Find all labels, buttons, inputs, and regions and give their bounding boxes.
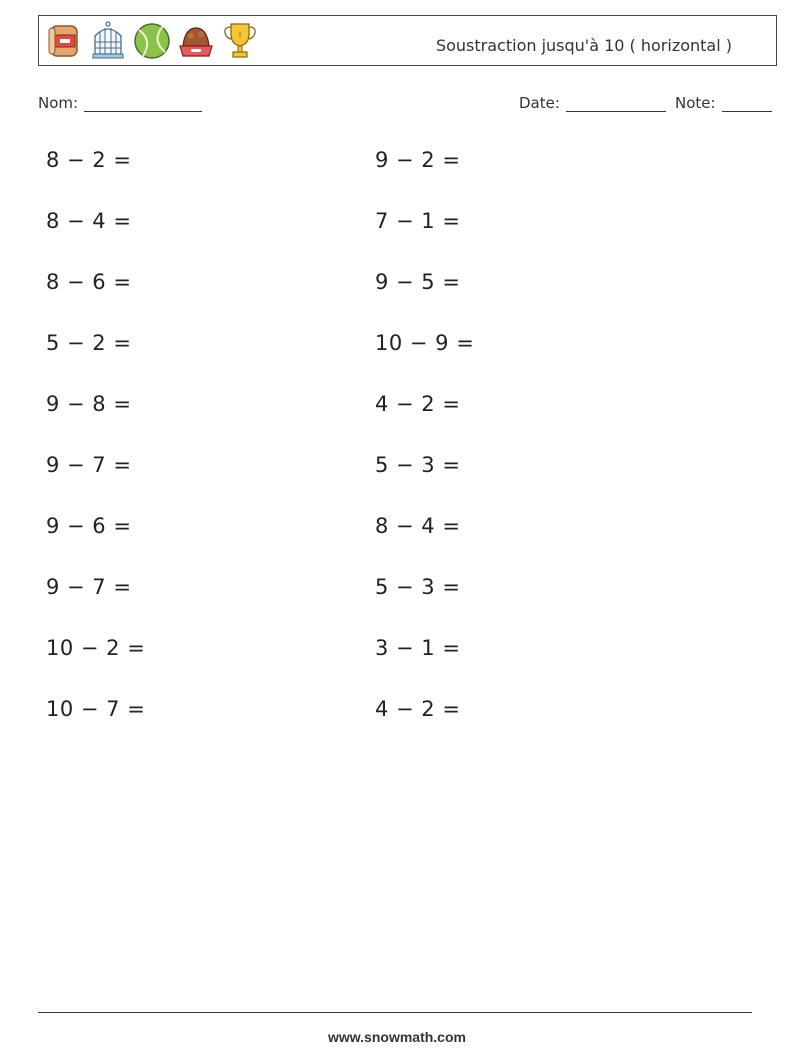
problem-left-2: 8 − 4 = bbox=[46, 209, 132, 233]
problem-right-3: 9 − 5 = bbox=[375, 270, 461, 294]
icon-strip bbox=[45, 20, 259, 62]
problem-right-4: 10 − 9 = bbox=[375, 331, 475, 355]
problem-right-1: 9 − 2 = bbox=[375, 148, 461, 172]
problem-right-6: 5 − 3 = bbox=[375, 453, 461, 477]
problem-right-8: 5 − 3 = bbox=[375, 575, 461, 599]
name-blank[interactable] bbox=[84, 95, 202, 112]
problem-left-4: 5 − 2 = bbox=[46, 331, 132, 355]
footer-divider bbox=[38, 1012, 752, 1013]
tennis-ball-icon bbox=[133, 20, 171, 62]
svg-text:!: ! bbox=[238, 31, 242, 41]
bird-cage-icon bbox=[89, 20, 127, 62]
date-field bbox=[519, 94, 666, 112]
score-blank[interactable] bbox=[722, 95, 772, 112]
problem-right-5: 4 − 2 = bbox=[375, 392, 461, 416]
problem-right-9: 3 − 1 = bbox=[375, 636, 461, 660]
score-field bbox=[675, 94, 772, 112]
bandage-roll-icon bbox=[45, 20, 83, 62]
problem-left-7: 9 − 6 = bbox=[46, 514, 132, 538]
problem-right-2: 7 − 1 = bbox=[375, 209, 461, 233]
problem-right-10: 4 − 2 = bbox=[375, 697, 461, 721]
problem-left-8: 9 − 7 = bbox=[46, 575, 132, 599]
name-label: Nom: bbox=[38, 94, 79, 112]
footer-url: www.snowmath.com bbox=[328, 1029, 466, 1045]
worksheet-title: Soustraction jusqu'à 10 ( horizontal ) bbox=[435, 36, 732, 55]
problem-left-6: 9 − 7 = bbox=[46, 453, 132, 477]
problem-left-3: 8 − 6 = bbox=[46, 270, 132, 294]
name-field bbox=[38, 94, 202, 112]
problem-right-7: 8 − 4 = bbox=[375, 514, 461, 538]
trophy-icon bbox=[221, 20, 259, 62]
problem-left-5: 9 − 8 = bbox=[46, 392, 132, 416]
date-blank[interactable] bbox=[566, 95, 666, 112]
problem-left-1: 8 − 2 = bbox=[46, 148, 132, 172]
problem-left-10: 10 − 7 = bbox=[46, 697, 146, 721]
worksheet-header bbox=[38, 15, 777, 66]
problem-left-9: 10 − 2 = bbox=[46, 636, 146, 660]
score-label: Note: bbox=[675, 94, 716, 112]
dog-food-bowl-icon bbox=[177, 20, 215, 62]
date-label: Date: bbox=[519, 94, 560, 112]
